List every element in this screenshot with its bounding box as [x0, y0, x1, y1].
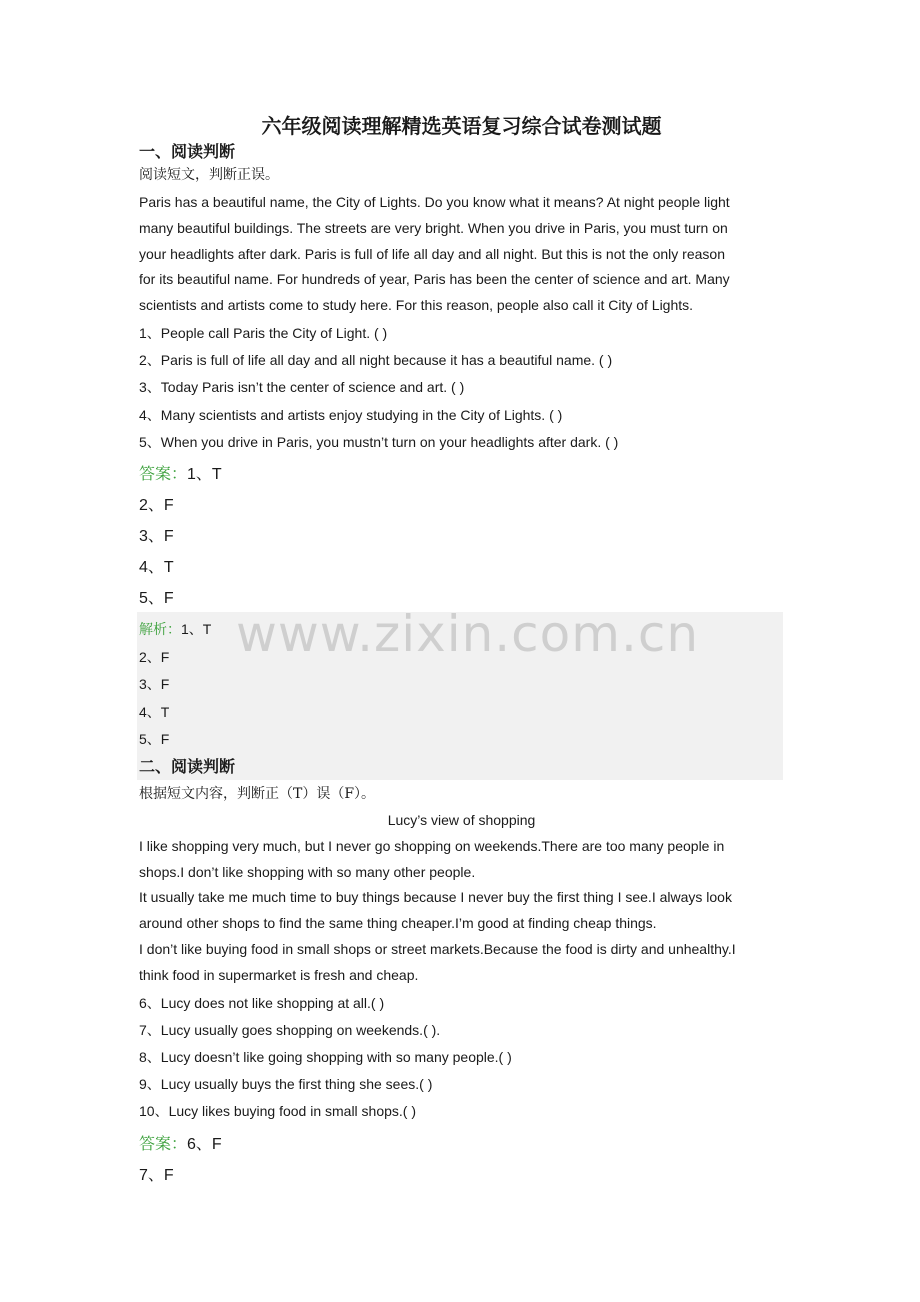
analysis-item: 5、F [139, 730, 170, 747]
analysis-label: 解析： [139, 622, 181, 638]
section-2-answers [139, 1128, 784, 1191]
answer-label: 答案： [139, 464, 188, 483]
answer-item: 7、F [139, 1166, 174, 1184]
section-1-questions [139, 320, 784, 456]
passage-line: scientists and artists come to study here. For this reason, people also call it City of Lights. [139, 297, 694, 314]
passage-line: I don’t like buying food in small shops or street markets.Because the food is dirty and unhealthy.I [139, 941, 736, 957]
question-item: 5、When you drive in Paris, you mustn’t turn on your headlights after dark. ( ) [139, 433, 619, 450]
answer-item: 2、F [139, 497, 174, 514]
passage-line: Paris has a beautiful name, the City of Lights. Do you know what it means? At night people light [139, 194, 730, 210]
answer-value: 1、T [187, 466, 222, 483]
passage-line: think food in supermarket is fresh and cheap. [139, 966, 419, 983]
passage-line: around other shops to find the same thing cheaper.I’m good at finding cheap things. [139, 915, 657, 932]
question-item: 8、Lucy doesn’t like going shopping with so many people.( ) [139, 1049, 512, 1065]
section-2-questions [139, 990, 784, 1126]
analysis-item: 3、F [139, 676, 170, 693]
answer-value: 6、F [187, 1135, 222, 1153]
question-item: 10、Lucy likes buying food in small shops.( ) [139, 1103, 417, 1120]
section-1-answers [139, 458, 784, 614]
page-title: 六年级阅读理解精选英语复习综合试卷测试题 [261, 114, 662, 138]
question-item: 9、Lucy usually buys the first thing she sees.( ) [139, 1076, 433, 1093]
question-item: 3、Today Paris isn’t the center of science and art. ( ) [139, 379, 465, 396]
section-2-instruction: 根据短文内容，判断正（T）误（F）。 [139, 786, 376, 803]
analysis-item: 4、T [139, 703, 170, 720]
section-1-passage [139, 190, 784, 319]
analysis-item: 2、F [139, 649, 170, 666]
passage-line: I like shopping very much, but I never go shopping on weekends.There are too many people in [139, 837, 725, 854]
section-1-analysis [139, 616, 784, 753]
answer-item: 4、T [139, 559, 174, 576]
question-item: 2、Paris is full of life all day and all night because it has a beautiful name. ( ) [139, 352, 613, 369]
question-item: 4、Many scientists and artists enjoy studying in the City of Lights. ( ) [139, 406, 563, 423]
watermark: www.zixin.com.cn [236, 605, 700, 663]
passage-line: many beautiful buildings. The streets are very bright. When you drive in Paris, you must turn on [139, 219, 728, 236]
passage-line: for its beautiful name. For hundreds of year, Paris has been the center of science and art. Many [139, 271, 730, 288]
question-item: 1、People call Paris the City of Light. ( ) [139, 324, 388, 341]
answer-item: 5、F [139, 590, 174, 607]
analysis-value: 1、T [181, 621, 212, 637]
section-2-passage [139, 834, 784, 989]
answer-item: 3、F [139, 528, 174, 545]
section-1-heading: 一、阅读判断 [139, 142, 236, 161]
answer-label: 答案： [139, 1133, 188, 1153]
analysis-item [139, 616, 784, 644]
question-item: 6、Lucy does not like shopping at all.( ) [139, 994, 385, 1011]
passage-line: shops.I don’t like shopping with so many other people. [139, 863, 476, 880]
answer-item [139, 1128, 784, 1160]
passage-line: your headlights after dark. Paris is full of life all day and all night. But this is not the only reason [139, 245, 725, 262]
section-1-instruction: 阅读短文，判断正误。 [139, 167, 279, 183]
answer-item [139, 458, 784, 490]
passage-title: Lucy’s view of shopping [387, 812, 536, 829]
document-page [139, 112, 784, 1191]
question-item: 7、Lucy usually goes shopping on weekends.( ). [139, 1021, 441, 1038]
passage-line: It usually take me much time to buy things because I never buy the first thing I see.I always look [139, 889, 732, 906]
section-2-heading: 二、阅读判断 [139, 757, 236, 777]
